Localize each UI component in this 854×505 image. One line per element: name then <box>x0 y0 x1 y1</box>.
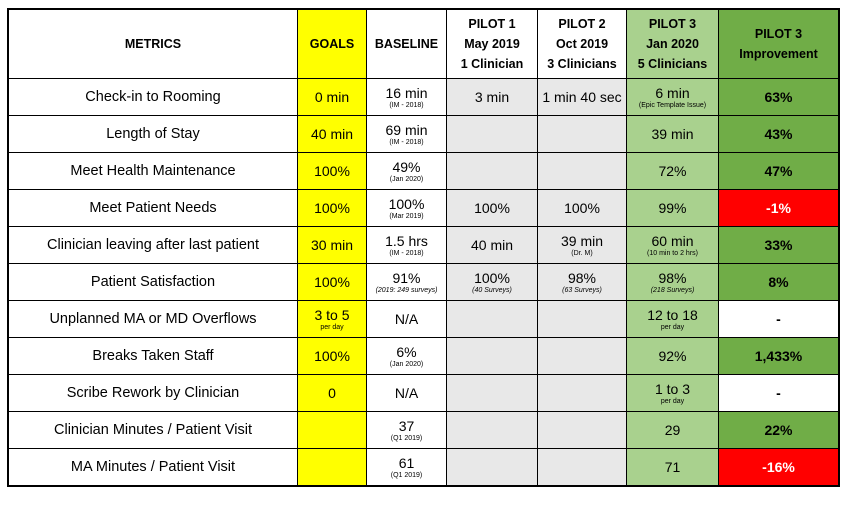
improvement-cell <box>719 79 839 116</box>
baseline-cell <box>367 301 447 338</box>
table-row <box>9 412 839 449</box>
pilot2-cell <box>538 116 627 153</box>
pilot3-cell-note: per day <box>660 397 685 405</box>
pilot1-cell <box>447 264 538 301</box>
baseline-cell-value: 37 <box>398 417 415 434</box>
goal-cell-value: 30 min <box>310 237 354 253</box>
table-row <box>9 449 839 486</box>
header-row <box>9 10 839 79</box>
header-pilot1: PILOT 1 May 2019 1 Clinician <box>447 10 538 79</box>
header-metrics: METRICS <box>9 10 298 79</box>
metric-cell-value: Breaks Taken Staff <box>92 348 214 364</box>
pilot3-cell-value: 12 to 18 <box>647 306 698 323</box>
goal-cell <box>298 375 367 412</box>
pilot3-cell <box>627 227 719 264</box>
metric-cell-value: Clinician Minutes / Patient Visit <box>54 422 252 438</box>
baseline-cell-note: (Q1 2019) <box>390 471 423 479</box>
pilot3-cell-value: 98% <box>658 269 687 286</box>
baseline-cell <box>367 264 447 301</box>
table-row <box>9 338 839 375</box>
goal-cell-value: 100% <box>314 163 350 179</box>
pilot3-cell <box>627 190 719 227</box>
pilot3-cell-value: 6 min <box>655 84 690 101</box>
baseline-cell <box>367 79 447 116</box>
pilot3-cell <box>627 338 719 375</box>
goal-cell-value: 0 <box>328 385 336 401</box>
improvement-cell-value: 8% <box>768 274 789 290</box>
metric-cell <box>9 190 298 227</box>
pilot2-cell-value: 100% <box>564 200 600 216</box>
pilot3-cell-value: 99% <box>658 200 687 216</box>
table-row <box>9 227 839 264</box>
goal-cell <box>298 449 367 486</box>
pilot3-cell-value: 39 min <box>651 126 694 142</box>
baseline-cell-value: 49% <box>392 158 421 175</box>
goal-cell-note: per day <box>320 323 344 331</box>
metrics-table <box>8 9 839 486</box>
improvement-cell-value: - <box>776 311 781 327</box>
pilot3-cell <box>627 264 719 301</box>
header-baseline: BASELINE <box>367 10 447 79</box>
baseline-cell <box>367 449 447 486</box>
metric-cell-value: Meet Patient Needs <box>89 200 217 216</box>
pilot3-cell-value: 72% <box>658 163 687 179</box>
baseline-cell <box>367 227 447 264</box>
pilot3-cell <box>627 412 719 449</box>
baseline-cell-note: (IM - 2018) <box>389 138 424 146</box>
improvement-cell <box>719 338 839 375</box>
pilot1-cell-value: 3 min <box>474 89 510 105</box>
pilot3-cell <box>627 449 719 486</box>
improvement-cell <box>719 264 839 301</box>
pilot2-cell <box>538 412 627 449</box>
baseline-cell <box>367 116 447 153</box>
improvement-cell <box>719 412 839 449</box>
pilot3-cell-value: 92% <box>658 348 687 364</box>
pilot2-cell <box>538 449 627 486</box>
header-goals: GOALS <box>298 10 367 79</box>
baseline-cell <box>367 412 447 449</box>
goal-cell <box>298 153 367 190</box>
pilot2-cell-value: 98% <box>567 269 597 286</box>
goal-cell <box>298 264 367 301</box>
metric-cell-value: Scribe Rework by Clinician <box>66 385 240 401</box>
metric-cell-value: Check-in to Rooming <box>85 89 221 105</box>
pilot3-cell-value: 29 <box>664 422 681 438</box>
improvement-cell-value: -16% <box>762 459 795 475</box>
goal-cell <box>298 227 367 264</box>
header-improvement: PILOT 3 Improvement <box>719 10 839 79</box>
baseline-cell <box>367 375 447 412</box>
pilot1-cell <box>447 190 538 227</box>
pilot3-cell-note: per day <box>660 323 685 331</box>
table-row <box>9 301 839 338</box>
pilot2-cell <box>538 190 627 227</box>
pilot2-cell <box>538 79 627 116</box>
baseline-cell-value: N/A <box>394 311 419 327</box>
baseline-cell-note: (IM - 2018) <box>389 101 424 109</box>
metric-cell <box>9 338 298 375</box>
baseline-cell-value: 1.5 hrs <box>385 232 428 249</box>
pilot3-cell-note: (Epic Template Issue) <box>638 101 707 109</box>
goal-cell-value: 100% <box>314 274 350 290</box>
pilot1-cell <box>447 375 538 412</box>
improvement-cell-value: 1,433% <box>754 348 803 364</box>
pilot1-cell <box>447 79 538 116</box>
metric-cell-value: MA Minutes / Patient Visit <box>70 459 236 475</box>
pilot3-cell <box>627 116 719 153</box>
baseline-cell-value: 61 <box>398 454 415 471</box>
pilot3-cell-note: (10 min to 2 hrs) <box>647 249 698 257</box>
improvement-cell-value: 22% <box>764 422 793 438</box>
baseline-cell-value: N/A <box>394 385 419 401</box>
goal-cell <box>298 116 367 153</box>
baseline-cell-note: (IM - 2018) <box>389 249 424 257</box>
goal-cell <box>298 79 367 116</box>
improvement-cell <box>719 449 839 486</box>
pilot1-cell <box>447 412 538 449</box>
pilot1-cell-value: 40 min <box>470 237 514 253</box>
pilot1-cell <box>447 301 538 338</box>
improvement-cell <box>719 116 839 153</box>
baseline-cell-note: (2019: 249 surveys) <box>375 286 438 294</box>
metric-cell-value: Unplanned MA or MD Overflows <box>49 311 257 327</box>
baseline-cell-value: 6% <box>396 343 417 360</box>
goal-cell-value: 0 min <box>314 89 350 105</box>
header-pilot3: PILOT 3 Jan 2020 5 Clinicians <box>627 10 719 79</box>
pilot2-cell <box>538 153 627 190</box>
metric-cell <box>9 79 298 116</box>
pilot2-cell <box>538 375 627 412</box>
baseline-cell-note: (Jan 2020) <box>389 360 424 368</box>
baseline-cell-value: 91% <box>392 269 421 286</box>
improvement-cell <box>719 190 839 227</box>
baseline-cell-note: (Q1 2019) <box>390 434 423 442</box>
metric-cell <box>9 116 298 153</box>
improvement-cell-value: - <box>776 385 781 401</box>
table-row <box>9 153 839 190</box>
table-row <box>9 375 839 412</box>
baseline-cell-note: (Jan 2020) <box>389 175 424 183</box>
improvement-cell <box>719 375 839 412</box>
pilot3-cell-value: 1 to 3 <box>654 380 691 397</box>
pilot2-cell <box>538 338 627 375</box>
metrics-body <box>9 79 839 486</box>
baseline-cell <box>367 153 447 190</box>
pilot2-cell-value: 39 min <box>560 232 604 249</box>
table-row <box>9 264 839 301</box>
pilot1-cell <box>447 227 538 264</box>
goal-cell <box>298 412 367 449</box>
pilot3-cell <box>627 79 719 116</box>
pilot1-cell-note: (40 Surveys) <box>472 286 512 294</box>
goal-cell-value: 100% <box>314 348 350 364</box>
improvement-cell-value: 43% <box>764 126 793 142</box>
baseline-cell-note: (Mar 2019) <box>389 212 424 220</box>
improvement-cell-value: 63% <box>764 89 793 105</box>
improvement-cell-value: 33% <box>764 237 793 253</box>
pilot1-cell-value: 100% <box>474 200 510 216</box>
pilot3-cell-note: (218 Surveys) <box>650 286 695 294</box>
baseline-cell <box>367 338 447 375</box>
pilot2-cell <box>538 264 627 301</box>
pilot1-cell <box>447 116 538 153</box>
metric-cell <box>9 153 298 190</box>
metric-cell <box>9 264 298 301</box>
pilot2-cell <box>538 301 627 338</box>
metric-cell <box>9 375 298 412</box>
header-pilot2: PILOT 2 Oct 2019 3 Clinicians <box>538 10 627 79</box>
pilot3-cell <box>627 301 719 338</box>
metric-cell <box>9 449 298 486</box>
table-row <box>9 190 839 227</box>
improvement-cell <box>719 301 839 338</box>
improvement-cell-value: 47% <box>764 163 793 179</box>
baseline-cell <box>367 190 447 227</box>
pilot3-cell-value: 71 <box>664 459 681 475</box>
pilot2-cell-note: (63 Surveys) <box>562 286 602 294</box>
metric-cell-value: Patient Satisfaction <box>90 274 216 290</box>
pilot1-cell <box>447 449 538 486</box>
improvement-cell <box>719 227 839 264</box>
metric-cell-value: Meet Health Maintenance <box>70 163 236 179</box>
pilot2-cell-value: 1 min 40 sec <box>542 89 622 105</box>
metric-cell <box>9 412 298 449</box>
goal-cell <box>298 190 367 227</box>
metric-cell <box>9 227 298 264</box>
goal-cell <box>298 338 367 375</box>
pilot3-cell <box>627 153 719 190</box>
goal-cell-value: 100% <box>314 200 350 216</box>
goal-cell-value: 3 to 5 <box>314 306 350 323</box>
metric-cell-value: Length of Stay <box>106 126 200 142</box>
pilot2-cell <box>538 227 627 264</box>
improvement-cell <box>719 153 839 190</box>
pilot1-cell <box>447 153 538 190</box>
pilot3-cell <box>627 375 719 412</box>
metric-cell-value: Clinician leaving after last patient <box>47 237 259 253</box>
table-row <box>9 79 839 116</box>
pilot2-cell-note: (Dr. M) <box>571 249 593 257</box>
improvement-cell-value: -1% <box>766 200 791 216</box>
pilot1-cell-value: 100% <box>474 269 510 286</box>
baseline-cell-value: 100% <box>388 195 425 212</box>
baseline-cell-value: 16 min <box>385 84 428 101</box>
baseline-cell-value: 69 min <box>385 121 428 138</box>
pilot1-cell <box>447 338 538 375</box>
pilot3-cell-value: 60 min <box>651 232 694 249</box>
goal-cell-value: 40 min <box>310 126 354 142</box>
table-row <box>9 116 839 153</box>
metric-cell <box>9 301 298 338</box>
goal-cell <box>298 301 367 338</box>
